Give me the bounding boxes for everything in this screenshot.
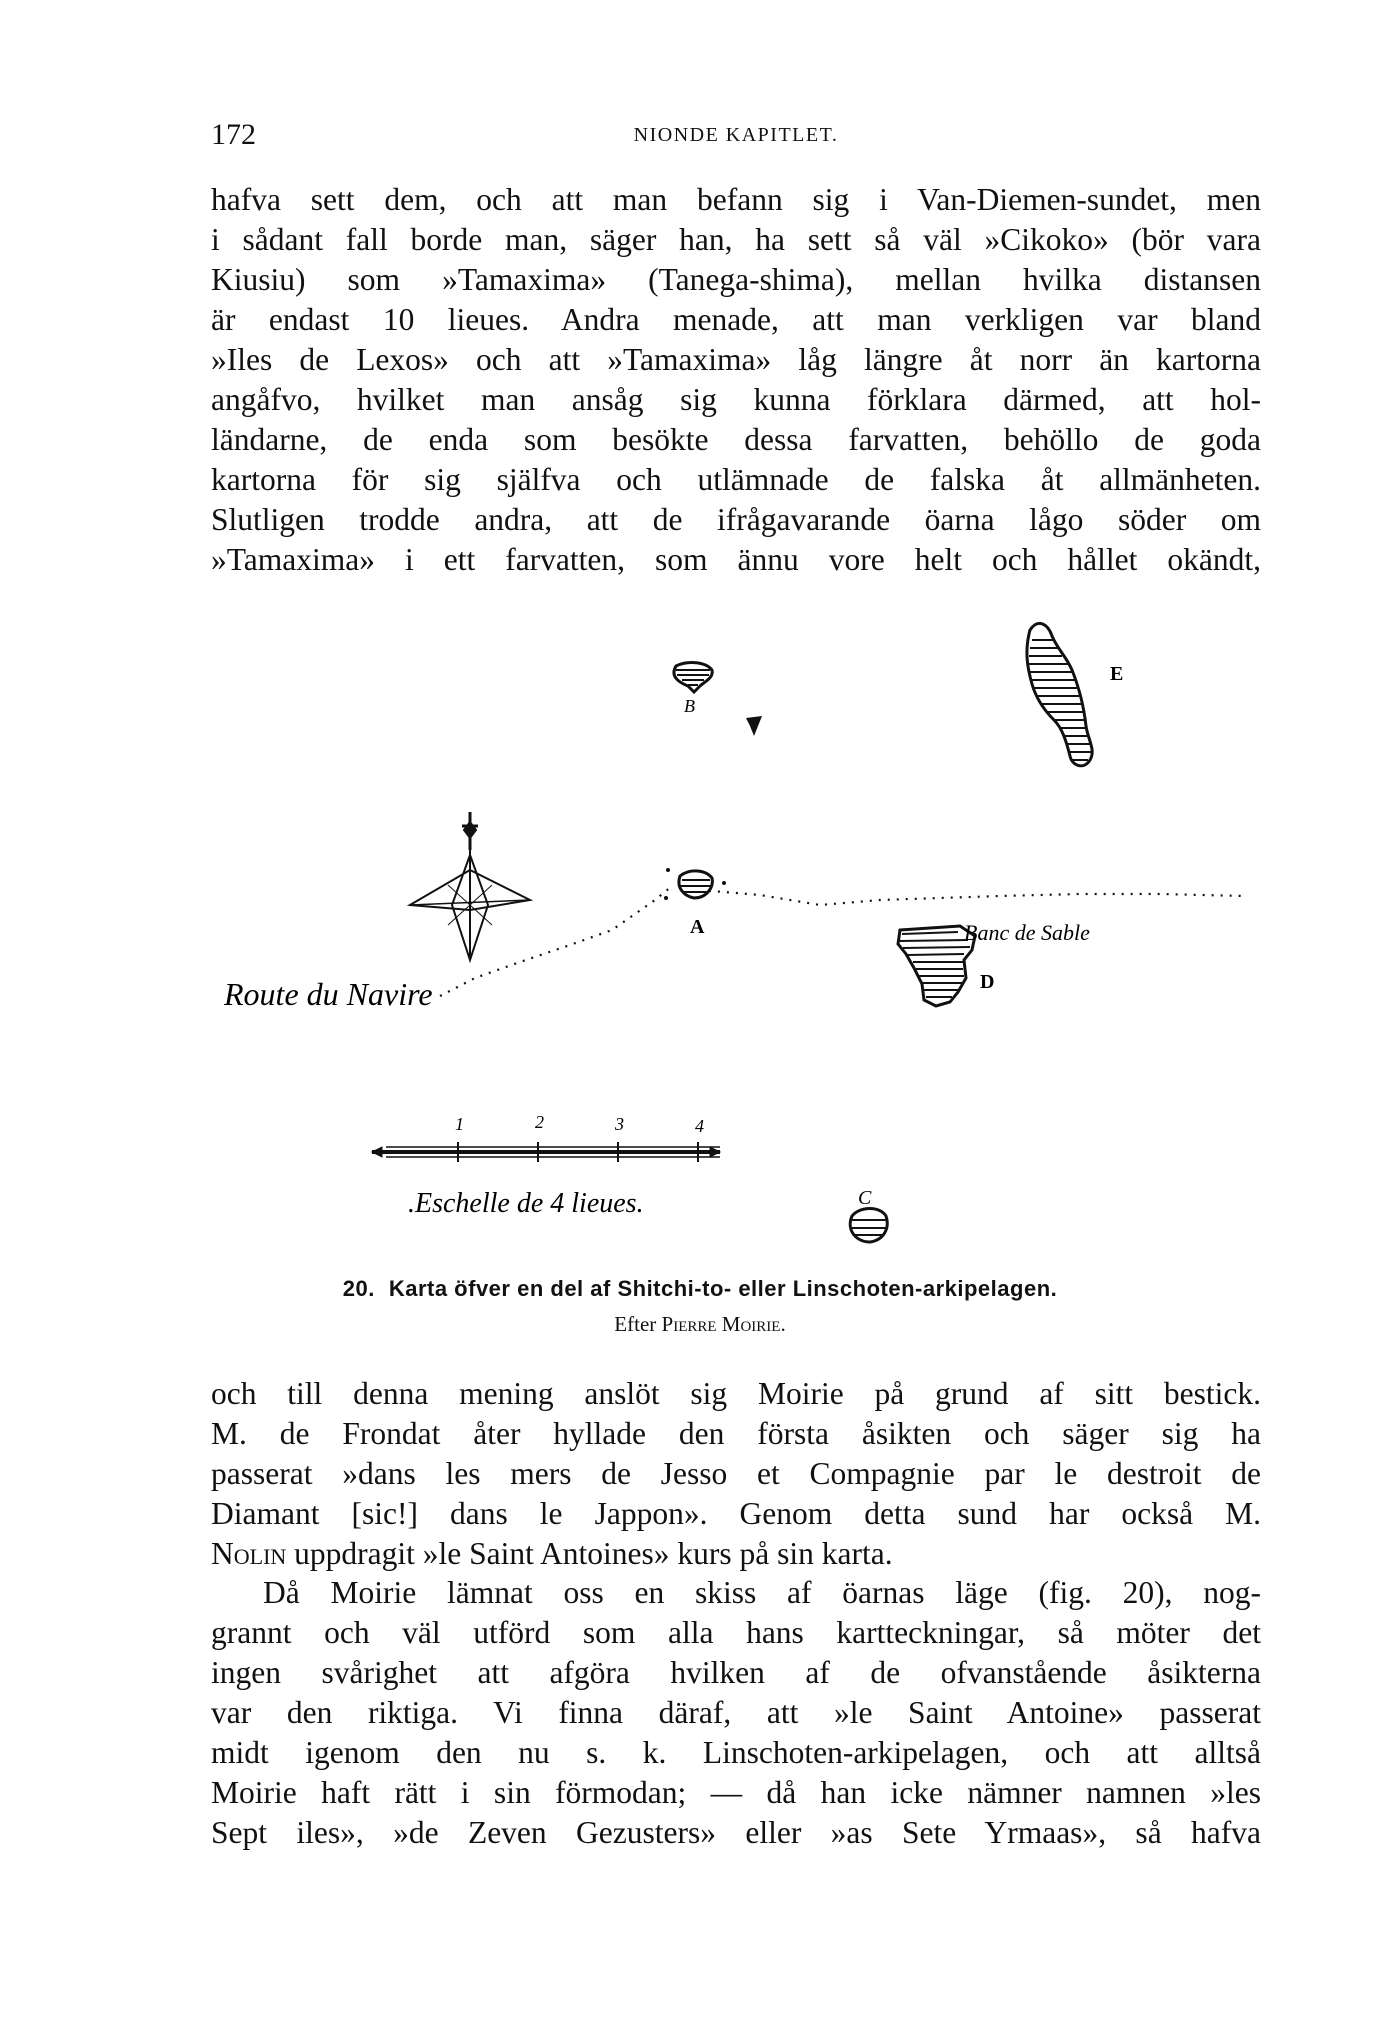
label-e: E [1110,663,1124,685]
text-line: ländarne, de enda som besökte dessa farvatten, behöllo de goda [211,422,1261,457]
banc-label: Banc de Sable [964,920,1090,945]
route-label: Route du Navire [224,976,433,1012]
text-line: angåfvo, hvilket man ansåg sig kunna förklara därmed, att hol- [211,382,1261,417]
text-line: Då Moirie lämnat oss en skiss af öarnas läge (fig. 20), nog- [263,1575,1261,1610]
running-head: NIONDE KAPITLET. [633,124,839,146]
credit-name: Pierre Moirie. [661,1312,786,1336]
text-line: är endast 10 lieues. Andra menade, att man verkligen var bland [211,302,1261,337]
paragraph-1 [211,180,1261,580]
label-d: D [980,971,995,993]
ship-route [440,886,1245,996]
text-line: »Tamaxima» i ett farvatten, som ännu vore helt och hållet okändt, [211,542,1261,577]
scale-bar [372,1142,720,1162]
island-b [674,663,712,692]
paragraph-2 [211,1374,1261,1574]
text-line: »Iles de Lexos» och att »Tamaxima» låg längre åt norr än kartorna [211,342,1261,377]
scale-tick-label: 1 [455,1114,464,1134]
page-number: 172 [211,118,256,151]
island-a [664,868,726,900]
figure-number: 20. [342,1276,375,1301]
scale-tick-label: 4 [695,1116,704,1136]
person-name: Nolin [211,1536,287,1571]
label-b: B [684,696,695,716]
text-line: Diamant [sic!] dans le Jappon». Genom detta sund har också M. [211,1496,1261,1531]
figure-caption [0,1276,1400,1302]
credit-prefix: Efter [614,1312,657,1336]
text-line: Slutligen trodde andra, att de ifrågavarande öarna lågo söder om [211,502,1261,537]
map-figure [0,600,1400,1260]
text-line: grannt och väl utförd som alla hans kartteckningar, så möter det [211,1615,1261,1650]
label-c: C [858,1187,872,1209]
figure-caption-text: Karta öfver en del af Shitchi-to- eller Linschoten-arkipelagen. [388,1276,1058,1301]
figure-credit [0,1312,1400,1337]
island-c [850,1209,888,1243]
scale-tick-label: 3 [615,1114,624,1134]
scale-tick-label: 2 [535,1112,544,1132]
text-line: i sådant fall borde man, säger han, ha sett så väl »Cikoko» (bör vara [211,222,1261,257]
text-line: hafva sett dem, och att man befann sig i Van-Diemen-sundet, men [211,182,1261,217]
rock-islet [746,716,762,736]
island-e [1027,623,1092,765]
scale-label: .Eschelle de 4 lieues. [408,1188,644,1219]
text-line: midt igenom den nu s. k. Linschoten-arkipelagen, och att alltså [211,1735,1261,1770]
text-line: kartorna för sig själfva och utlämnade de falska åt allmänheten. [211,462,1261,497]
text-line: Kiusiu) som »Tamaxima» (Tanega-shima), mellan hvilka distansen [211,262,1261,297]
text-line: var den riktiga. Vi finna däraf, att »le Saint Antoine» passerat [211,1695,1261,1730]
label-a: A [690,916,705,938]
paragraph-3 [211,1573,1261,1853]
text-line: ingen svårighet att afgöra hvilken af de ofvanstående åsikterna [211,1655,1261,1690]
page-header [211,118,1261,158]
text-line: Moirie haft rätt i sin förmodan; — då han icke nämner namnen »les [211,1775,1261,1810]
text-line: och till denna mening anslöt sig Moirie på grund af sitt bestick. [211,1376,1261,1411]
text-line: Sept iles», »de Zeven Gezusters» eller »as Sete Yrmaas», så hafva [211,1815,1261,1850]
text-line: M. de Frondat åter hyllade den första åsikten och säger sig ha [211,1416,1261,1451]
text-line: passerat »dans les mers de Jesso et Compagnie par le destroit de [211,1456,1261,1491]
text-run: uppdragit »le Saint Antoines» kurs på sin karta. [286,1536,893,1571]
map-drawing [0,600,1400,1260]
compass-rose [410,812,530,960]
text-line [211,1534,1261,1574]
